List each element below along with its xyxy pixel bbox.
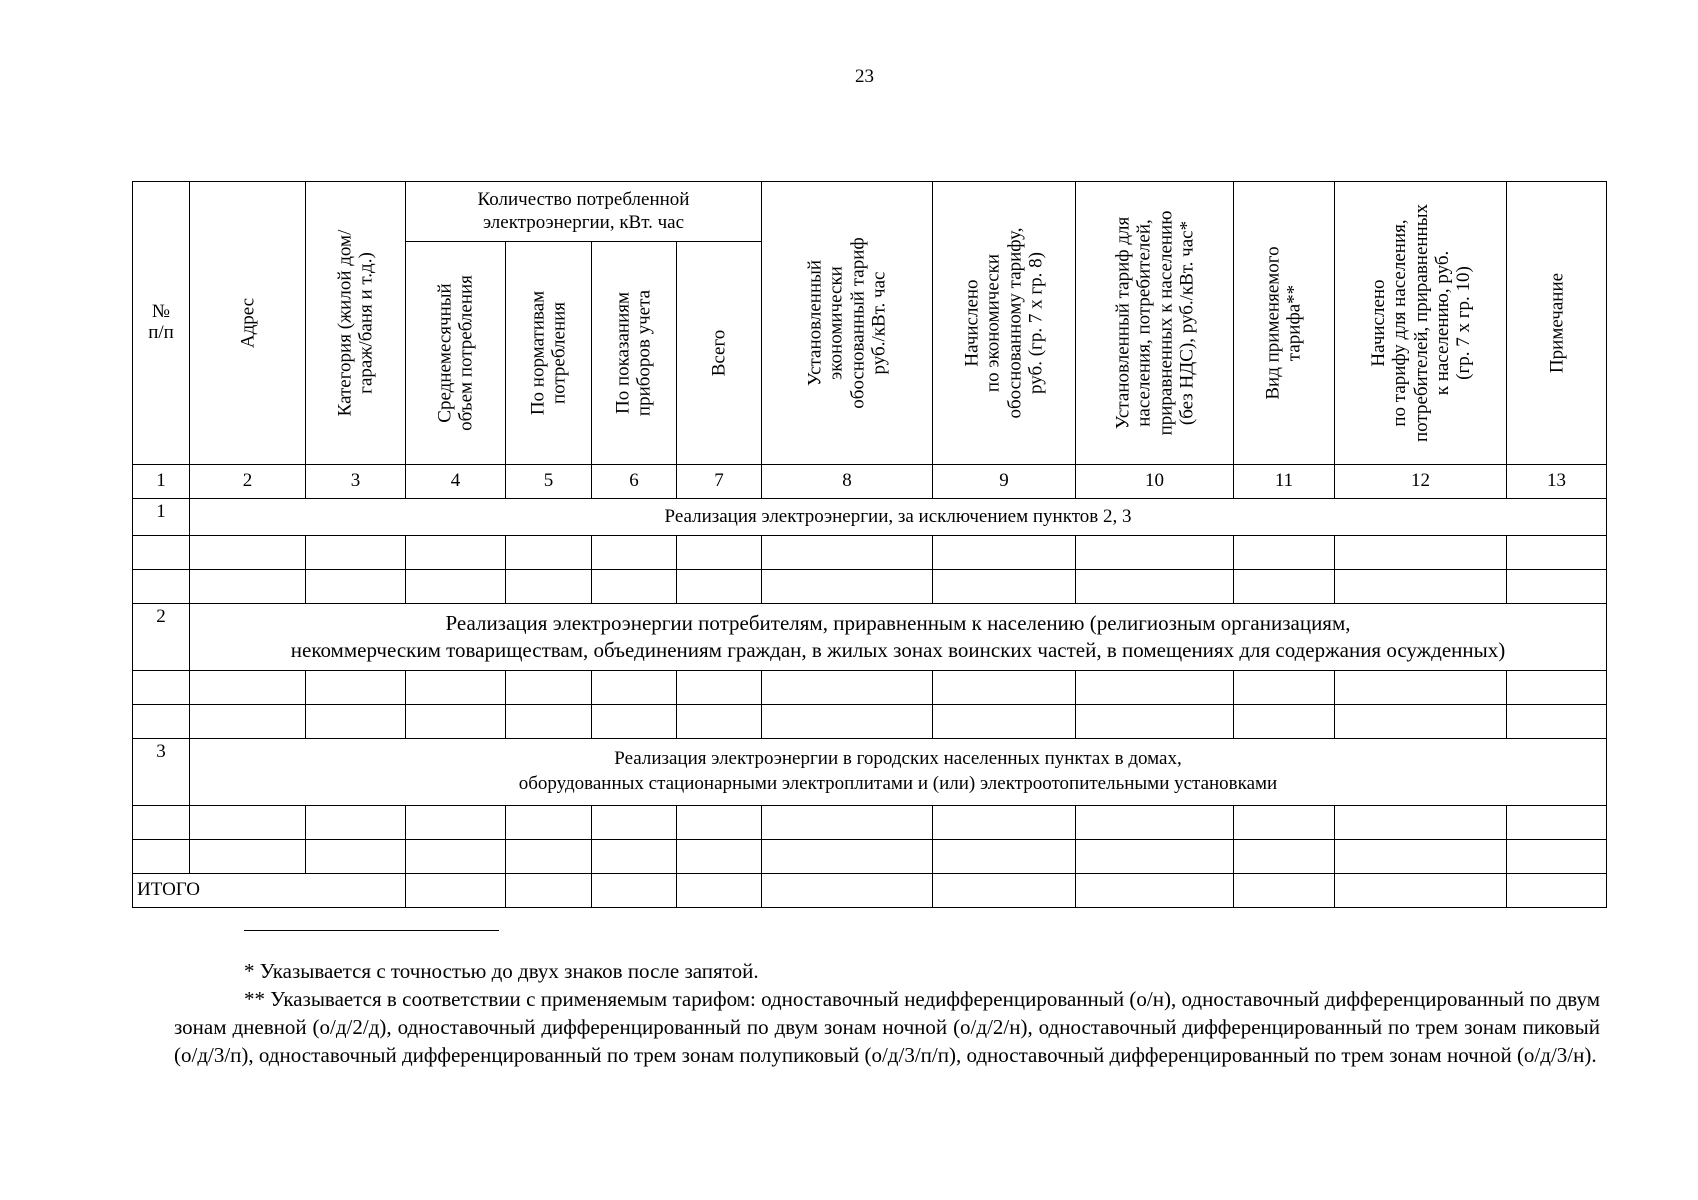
section-number: 3: [133, 739, 190, 806]
column-number: 2: [190, 465, 306, 499]
section-row: [133, 739, 1607, 806]
header-note: Примечание: [1507, 182, 1607, 465]
table-row: [133, 806, 1607, 840]
header-by-meter: По показаниям приборов учета: [592, 242, 677, 465]
page-number: 23: [855, 66, 874, 87]
table-row: [133, 671, 1607, 705]
section-title: Реализация электроэнергии в городских населенных пунктах в домах, оборудованных стационарными электроплитами и (или) электроотопительными установками: [190, 739, 1607, 806]
header-category: Категория (жилой дом/ гараж/баня и т.д.): [306, 182, 406, 465]
column-number: 10: [1076, 465, 1234, 499]
column-number: 7: [677, 465, 762, 499]
header-econ-tariff: Установленный экономически обоснованный тариф руб./кВт. час: [762, 182, 933, 465]
column-number: 12: [1335, 465, 1507, 499]
section-number: 1: [133, 499, 190, 536]
column-number-row: [133, 465, 1607, 499]
total-row: [133, 874, 1607, 908]
header-tariff-type: Вид применяемого тарифа**: [1234, 182, 1335, 465]
header-charged-econ: Начислено по экономически обоснованному тарифу, руб. (гр. 7 х гр. 8): [933, 182, 1076, 465]
header-avg-volume: Среднемесячный объем потребления: [406, 242, 506, 465]
total-label: ИТОГО: [133, 874, 406, 908]
column-number: 9: [933, 465, 1076, 499]
column-number: 6: [592, 465, 677, 499]
column-number: 5: [506, 465, 592, 499]
section-row: [133, 604, 1607, 671]
section-title: Реализация электроэнергии, за исключением пунктов 2, 3: [190, 499, 1607, 536]
column-number: 11: [1234, 465, 1335, 499]
footnote-separator: [244, 930, 499, 931]
header-total: Всего: [677, 242, 762, 465]
table-row: [133, 536, 1607, 570]
table-row: [133, 705, 1607, 739]
header-charged-population: Начислено по тарифу для населения, потребителей, приравненных к населению, руб. (гр. 7 х гр. 10): [1335, 182, 1507, 465]
section-title: Реализация электроэнергии потребителям, приравненным к населению (религиозным организациям, некоммерческим товариществам, объединениям граждан, в жилых зонах воинских частей, в помещениях для содержания осужденных): [190, 604, 1607, 671]
footnotes: [174, 957, 1600, 1069]
header-quantity-group: Количество потребленной электроэнергии, кВт. час: [406, 182, 762, 242]
electricity-consumption-table: [132, 181, 1607, 908]
table-row: [133, 840, 1607, 874]
column-number: 4: [406, 465, 506, 499]
column-number: 8: [762, 465, 933, 499]
header-num: № п/п: [133, 182, 190, 465]
column-number: 13: [1507, 465, 1607, 499]
table-row: [133, 570, 1607, 604]
header-row: [133, 182, 1607, 242]
footnote-accuracy: * Указывается с точностью до двух знаков после запятой.: [244, 959, 759, 983]
column-number: 1: [133, 465, 190, 499]
header-population-tariff: Установленный тариф для населения, потребителей, приравненных к населению (без НДС), руб./кВт. час*: [1076, 182, 1234, 465]
footnote-tariff-types: ** Указывается в соответствии с применяемым тарифом: одноставочный недифференцированный (о/н), одноставочный дифференцированный по двум зонам дневной (о/д/2/д), одноставочный дифференцированный по двум зонам ночной (о/д/2/н), одноставочный дифференцированный по трем зонам пиковый (о/д/3/п), одноставочный дифференцированный по трем зонам полупиковый (о/д/3/п/п), одноставочный дифференцированный по трем зонам ночной (о/д/3/н).: [174, 987, 1600, 1067]
column-number: 3: [306, 465, 406, 499]
section-number: 2: [133, 604, 190, 671]
header-address: Адрес: [190, 182, 306, 465]
header-by-norm: По нормативам потребления: [506, 242, 592, 465]
section-row: [133, 499, 1607, 536]
